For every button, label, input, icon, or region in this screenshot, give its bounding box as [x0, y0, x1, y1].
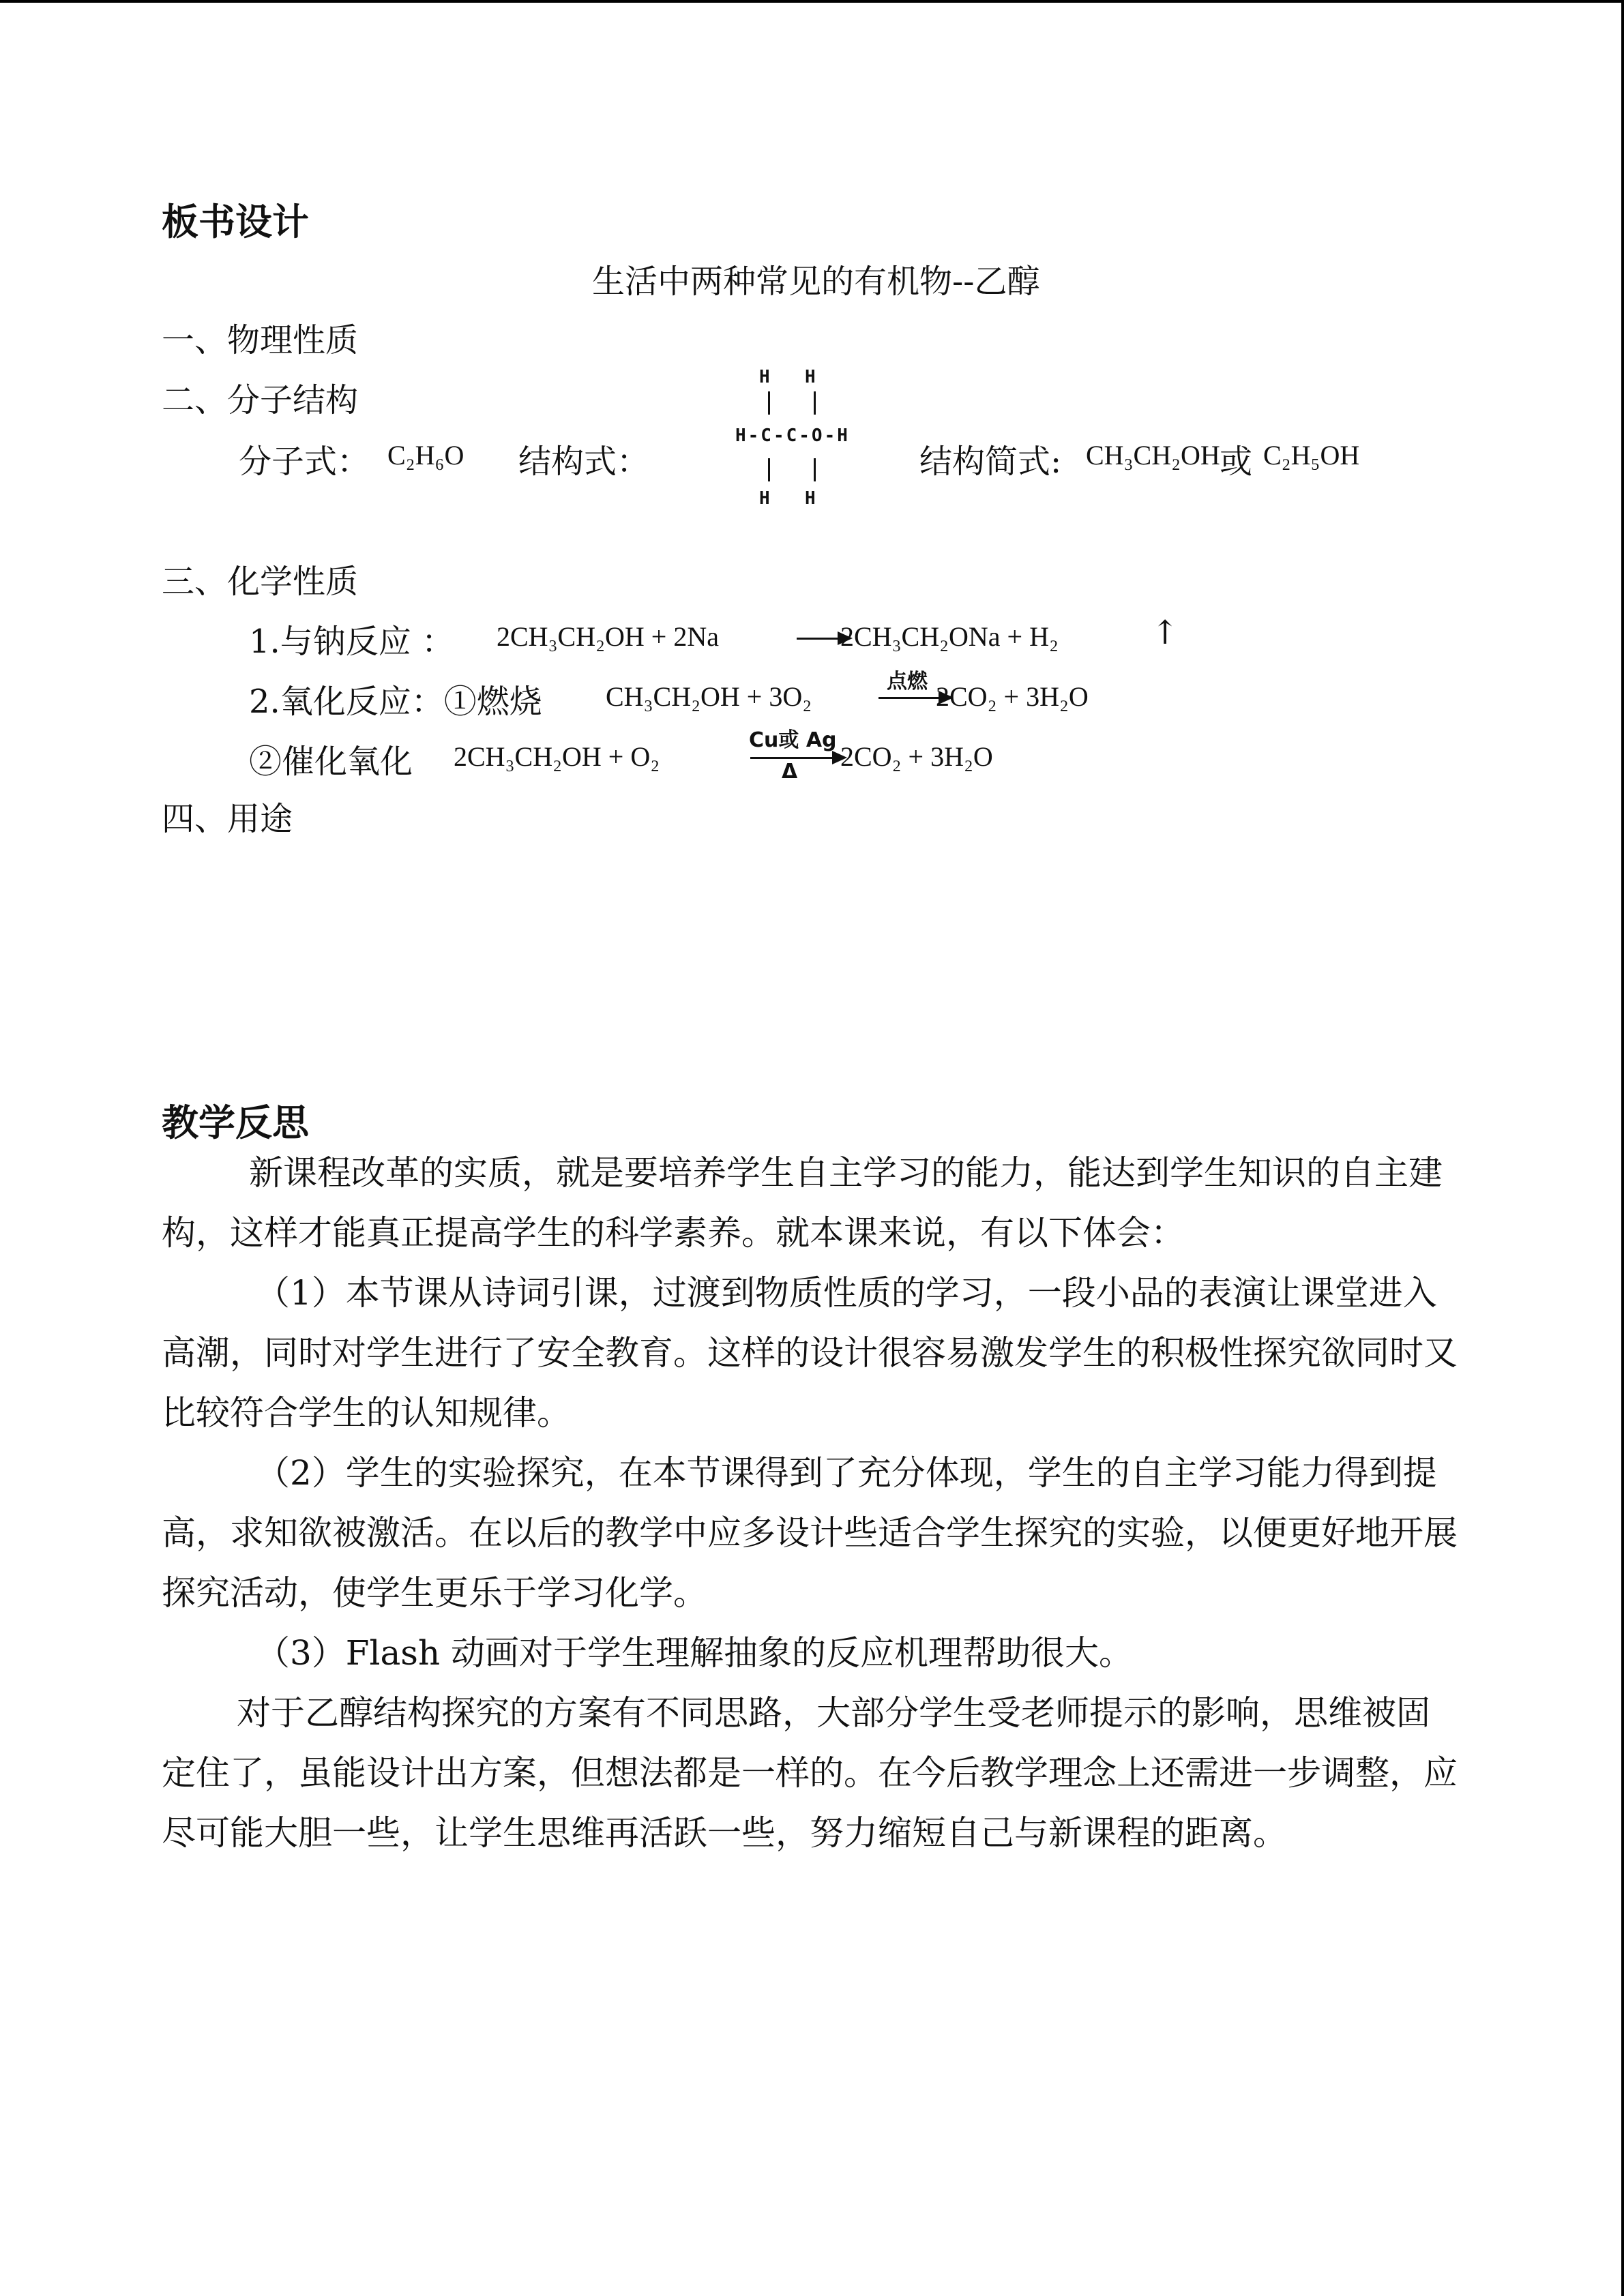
- reaction-sodium-label: 1.与钠反应 ：: [249, 623, 455, 661]
- bond-line: [814, 458, 816, 481]
- simple-formula-1: CH₃CH₂OH: [1086, 440, 1220, 471]
- h-atom: H: [805, 488, 816, 509]
- reaction-combustion-label: 2.氧化反应：①燃烧: [249, 683, 542, 721]
- reflection-paragraph-4: （3）Flash 动画对于学生理解抽象的反应机理帮助很大。: [256, 1633, 1134, 1673]
- reaction-sodium-reactants: 2CH₃CH₂OH + 2Na: [497, 621, 719, 652]
- reaction-arrow: [879, 697, 941, 699]
- bond-line: [814, 391, 816, 415]
- reaction-arrow: [750, 757, 835, 759]
- page-top-border: [0, 0, 1624, 3]
- board-title: 生活中两种常见的有机物--乙醇: [592, 263, 1040, 301]
- reaction-arrow: [797, 638, 840, 640]
- h-atom: H: [759, 488, 770, 509]
- gas-arrow-icon: ↑: [1151, 614, 1179, 652]
- reaction-combustion-products: 2CO₂ + 3H₂O: [936, 681, 1089, 712]
- reaction-combustion-reactants: CH₃CH₂OH + 3O₂: [606, 681, 812, 712]
- reflection-paragraph-3: （2）学生的实验探究，在本节课得到了充分体现，学生的自主学习能力得到提高，求知欲被激活。在以后的教学中应多设计些适合学生探究的实验，以便更好地开展探究活动，使学生更乐于学习化学。: [162, 1453, 1458, 1613]
- h-atom: H: [805, 367, 816, 387]
- page-right-border: [1621, 0, 1624, 2296]
- molecular-formula: C₂H₆O: [387, 440, 464, 471]
- catalytic-condition-bottom: Δ: [782, 760, 798, 784]
- section-molecular-structure: 二、分子结构: [162, 381, 359, 419]
- structural-main-chain: H-C-C-O-H: [735, 426, 850, 446]
- simple-formula-or: 或: [1220, 443, 1253, 481]
- section-physical-properties: 一、物理性质: [162, 321, 359, 359]
- simple-formula-2: C₂H₅OH: [1263, 440, 1360, 471]
- reflection-paragraph-1: 新课程改革的实质，就是要培养学生自主学习的能力，能达到学生知识的自主建构，这样才能真正提高学生的科学素养。就本课来说，有以下体会：: [162, 1153, 1443, 1253]
- section-uses: 四、用途: [162, 800, 293, 838]
- structural-formula-label: 结构式：: [518, 443, 650, 481]
- simple-formula-label: 结构简式:: [919, 443, 1062, 481]
- reflection-paragraph-2: （1）本节课从诗词引课，过渡到物质性质的学习，一段小品的表演让课堂进入高潮，同时对学生进行了安全教育。这样的设计很容易激发学生的积极性探究欲同时又比较符合学生的认知规律。: [162, 1273, 1458, 1433]
- reaction-sodium-products: 2CH₃CH₂ONa + H₂: [840, 621, 1059, 652]
- combustion-condition: 点燃: [887, 670, 928, 694]
- h-atom: H: [759, 367, 770, 387]
- section-chemical-properties: 三、化学性质: [162, 563, 359, 601]
- catalytic-condition-top: Cu或 Ag: [749, 728, 837, 752]
- reaction-catalytic-reactants: 2CH₃CH₂OH + O₂: [454, 741, 660, 772]
- bond-line: [768, 458, 770, 481]
- reflection-paragraph-5: 对于乙醇结构探究的方案有不同思路，大部分学生受老师提示的影响，思维被固定住了，虽能设计出方案，但想法都是一样的。在今后教学理念上还需进一步调整，应尽可能大胆一些，让学生思维再活跃一些，努力缩短自己与新课程的距离。: [162, 1693, 1458, 1853]
- reaction-catalytic-label: ②催化氧化: [249, 743, 413, 781]
- reaction-catalytic-products: 2CO₂ + 3H₂O: [840, 741, 993, 772]
- bond-line: [768, 391, 770, 415]
- reflection-heading: 教学反思: [162, 1101, 309, 1144]
- formula-label: 分子式：: [239, 443, 370, 481]
- board-heading: 板书设计: [162, 200, 309, 243]
